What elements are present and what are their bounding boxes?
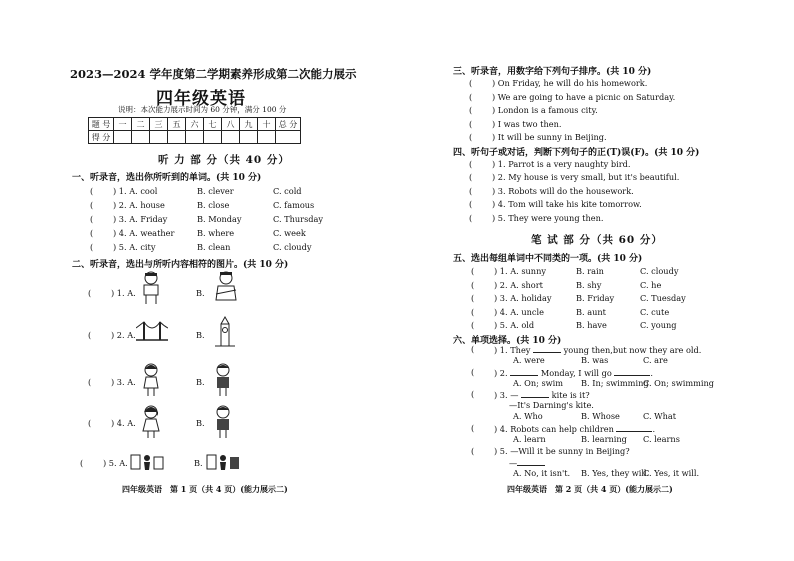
section-4-title: 四、听句子或对话，判断下列句子的正(T)误(F)。(共 10 分) [453, 148, 700, 158]
blank-line[interactable] [510, 367, 538, 376]
grade-title: 四年级英语 [156, 89, 246, 109]
answer-paren[interactable]: ( [90, 186, 94, 196]
bridge-picture[interactable] [136, 318, 168, 346]
answer-paren[interactable]: ( [88, 330, 92, 340]
picture-question-label: ) 2. A. [111, 330, 136, 340]
option-a: A. were [513, 355, 545, 365]
option-c: C. cold [273, 186, 302, 196]
question-option-a: ) 1. A. sunny [494, 266, 546, 276]
answer-paren[interactable]: ( [469, 78, 473, 88]
answer-paren[interactable]: ( [471, 423, 475, 433]
question-text: kite is it? [551, 390, 590, 400]
option-b: B. learning [581, 434, 627, 444]
option-b: B. Monday [197, 214, 242, 224]
option-c: C. Thursday [273, 214, 324, 224]
girl-picture[interactable] [140, 362, 162, 398]
blank-line[interactable] [614, 367, 650, 376]
picture-question-label: ) 5. A. [103, 458, 128, 468]
question-text: ) 2. [494, 368, 508, 378]
question-option-a: ) 1. A. cool [113, 186, 158, 196]
question-text: ) 4. Robots can help children [494, 424, 614, 434]
answer-paren[interactable]: ( [469, 105, 473, 115]
girl-picture-2[interactable] [140, 404, 162, 440]
picture-question-label: ) 1. A. [111, 288, 136, 298]
blank-line[interactable] [521, 389, 549, 398]
blank-line[interactable] [616, 423, 652, 432]
option-b: B. Friday [576, 293, 615, 303]
picture-option-b-label: B. [196, 418, 205, 428]
page-footer: 四年级英语 第 1 页（共 4 页）(能力展示二) [122, 484, 288, 494]
section-5-title: 五、选出每组单词中不同类的一项。(共 10 分) [453, 254, 643, 264]
score-header-cell: 二 [132, 118, 150, 131]
score-header-cell: 十 [258, 118, 276, 131]
picture-question-label: ) 3. A. [111, 377, 136, 387]
sentence: ) We are going to have a picnic on Saturday. [492, 92, 676, 102]
tower-picture[interactable] [212, 316, 238, 348]
sentence: ) 1. Parrot is a very naughty bird. [492, 159, 631, 169]
dialogue-reply: —It's Darning's kite. [509, 400, 594, 410]
answer-paren[interactable]: ( [469, 213, 473, 223]
question-option-a: ) 4. A. weather [113, 228, 175, 238]
answer-paren[interactable]: ( [88, 288, 92, 298]
answer-paren[interactable]: ( [90, 242, 94, 252]
option-b: B. clean [197, 242, 231, 252]
activity-icons-picture-b[interactable] [206, 452, 240, 472]
blank-line[interactable] [533, 344, 561, 353]
sentence: ) 2. My house is very small, but it's beautiful. [492, 172, 680, 182]
picture-question-label: ) 4. A. [111, 418, 136, 428]
sentence: ) 4. Tom will take his kite tomorrow. [492, 199, 642, 209]
answer-paren[interactable]: ( [88, 418, 92, 428]
boy-drawing-picture[interactable] [212, 270, 240, 304]
answer-paren[interactable]: ( [90, 228, 94, 238]
option-c: C. What [643, 411, 677, 421]
answer-paren[interactable]: ( [469, 119, 473, 129]
option-c: C. famous [273, 200, 315, 210]
question-text: Monday, I will go [540, 368, 612, 378]
question-option-a: ) 2. A. short [494, 280, 543, 290]
option-b: B. Yes, they will. [581, 468, 650, 478]
section-2-title: 二、听录音，选出与所听内容相符的图片。(共 10 分) [72, 260, 289, 270]
answer-paren[interactable]: ( [471, 446, 475, 456]
option-c: C. cloudy [640, 266, 679, 276]
option-b: B. clever [197, 186, 234, 196]
section-1-title: 一、听录音，选出你所听到的单词。(共 10 分) [72, 173, 262, 183]
answer-paren[interactable]: ( [469, 199, 473, 209]
picture-option-b-label: B. [196, 377, 205, 387]
boy-picture-2[interactable] [212, 404, 234, 440]
option-b: B. rain [576, 266, 604, 276]
question-text: — [509, 458, 518, 468]
answer-paren[interactable]: ( [80, 458, 84, 468]
question-text: young then,but now they are old. [563, 345, 702, 355]
score-header-cell: 九 [240, 118, 258, 131]
answer-paren[interactable]: ( [471, 320, 475, 330]
score-header-cell: 一 [114, 118, 132, 131]
mc-question-3 [494, 389, 590, 400]
option-c: C. Yes, it will. [643, 468, 700, 478]
answer-paren[interactable]: ( [90, 214, 94, 224]
exam-note: 说明：本次能力展示时间为 60 分钟，满分 100 分 [118, 105, 287, 114]
option-b: B. have [576, 320, 607, 330]
dialogue-reply-line [509, 457, 545, 468]
answer-paren[interactable]: ( [471, 266, 475, 276]
section-6-title: 六、单项选择。(共 10 分) [453, 336, 562, 346]
option-c: C. young [640, 320, 677, 330]
page-2 [397, 0, 794, 561]
sentence: ) It will be sunny in Beijing. [492, 132, 607, 142]
option-b: B. where [197, 228, 235, 238]
exam-title: 2023—2024 学年度第二学期素养形成第二次能力展示 [70, 67, 357, 81]
picture-option-b-label: B. [194, 458, 203, 468]
option-a: A. No, it isn't. [513, 468, 571, 478]
answer-paren[interactable]: ( [469, 92, 473, 102]
blank-line[interactable] [517, 457, 545, 466]
score-cell[interactable] [132, 131, 150, 144]
score-header-cell: 总 分 [276, 118, 301, 131]
answer-paren[interactable]: ( [469, 159, 473, 169]
sentence: ) 3. Robots will do the housework. [492, 186, 634, 196]
section-3-title: 三、听录音，用数字给下列句子排序。(共 10 分) [453, 67, 652, 77]
score-cell[interactable] [222, 131, 240, 144]
score-header-cell: 八 [222, 118, 240, 131]
question-option-a: ) 3. A. holiday [494, 293, 552, 303]
activity-icons-picture[interactable] [130, 452, 164, 472]
question-option-a: ) 4. A. uncle [494, 307, 544, 317]
answer-paren[interactable]: ( [471, 307, 475, 317]
answer-paren[interactable]: ( [471, 367, 475, 377]
option-c: C. learns [643, 434, 680, 444]
option-c: C. week [273, 228, 306, 238]
score-header-cell: 三 [150, 118, 168, 131]
picture-option-b-label: B. [196, 288, 205, 298]
mc-question-2 [494, 367, 653, 378]
option-c: C. cloudy [273, 242, 312, 252]
option-b: B. In; swimming [581, 378, 649, 388]
sentence: ) 5. They were young then. [492, 213, 604, 223]
score-header-cell: 五 [168, 118, 186, 131]
option-b: B. shy [576, 280, 602, 290]
question-option-a: ) 5. A. city [113, 242, 156, 252]
score-cell[interactable] [258, 131, 276, 144]
answer-paren[interactable]: ( [471, 293, 475, 303]
option-a: A. Who [513, 411, 543, 421]
answer-paren[interactable]: ( [471, 344, 475, 354]
score-cell[interactable] [186, 131, 204, 144]
question-option-a: ) 5. A. old [494, 320, 535, 330]
question-option-a: ) 3. A. Friday [113, 214, 168, 224]
score-header-cell: 题 号 [89, 118, 114, 131]
question-text: ) 3. — [494, 390, 519, 400]
option-c: C. are [643, 355, 668, 365]
score-cell[interactable] [150, 131, 168, 144]
score-cell[interactable] [114, 131, 132, 144]
answer-paren[interactable]: ( [471, 389, 475, 399]
answer-paren[interactable]: ( [90, 200, 94, 210]
option-c: C. Tuesday [640, 293, 686, 303]
option-b: B. aunt [576, 307, 606, 317]
score-cell[interactable] [240, 131, 258, 144]
option-b: B. close [197, 200, 230, 210]
option-a: A. On; swim [513, 378, 564, 388]
boy-reading-picture[interactable] [138, 270, 164, 306]
option-c: C. he [640, 280, 662, 290]
question-text: ) 1. They [494, 345, 531, 355]
score-row-label: 得 分 [89, 131, 114, 144]
mc-question-4 [494, 423, 655, 434]
sentence: ) I was two then. [492, 119, 562, 129]
picture-option-b-label: B. [196, 330, 205, 340]
score-header-cell: 六 [186, 118, 204, 131]
sentence: ) London is a famous city. [492, 105, 598, 115]
option-c: C. On; swimming [643, 378, 715, 388]
question-text: . [652, 424, 656, 434]
mc-question-5: ) 5. —Will it be sunny in Beijing? [494, 446, 630, 456]
sentence: ) On Friday, he will do his homework. [492, 78, 648, 88]
boy-standing-picture[interactable] [212, 362, 234, 398]
option-b: B. Whose [581, 411, 620, 421]
answer-paren[interactable]: ( [469, 132, 473, 142]
mc-question-1 [494, 344, 701, 355]
option-b: B. was [581, 355, 609, 365]
page-footer: 四年级英语 第 2 页（共 4 页）(能力展示二) [507, 484, 673, 494]
answer-paren[interactable]: ( [469, 172, 473, 182]
option-c: C. cute [640, 307, 670, 317]
question-option-a: ) 2. A. house [113, 200, 165, 210]
answer-paren[interactable]: ( [88, 377, 92, 387]
writing-heading: 笔 试 部 分（共 60 分） [531, 234, 663, 246]
score-table [88, 117, 301, 144]
score-header-cell: 七 [204, 118, 222, 131]
answer-paren[interactable]: ( [469, 186, 473, 196]
score-cell[interactable] [276, 131, 301, 144]
score-cell[interactable] [204, 131, 222, 144]
answer-paren[interactable]: ( [471, 280, 475, 290]
option-a: A. learn [513, 434, 546, 444]
question-text: . [650, 368, 653, 378]
listening-heading: 听 力 部 分（共 40 分） [158, 154, 290, 166]
score-cell[interactable] [168, 131, 186, 144]
